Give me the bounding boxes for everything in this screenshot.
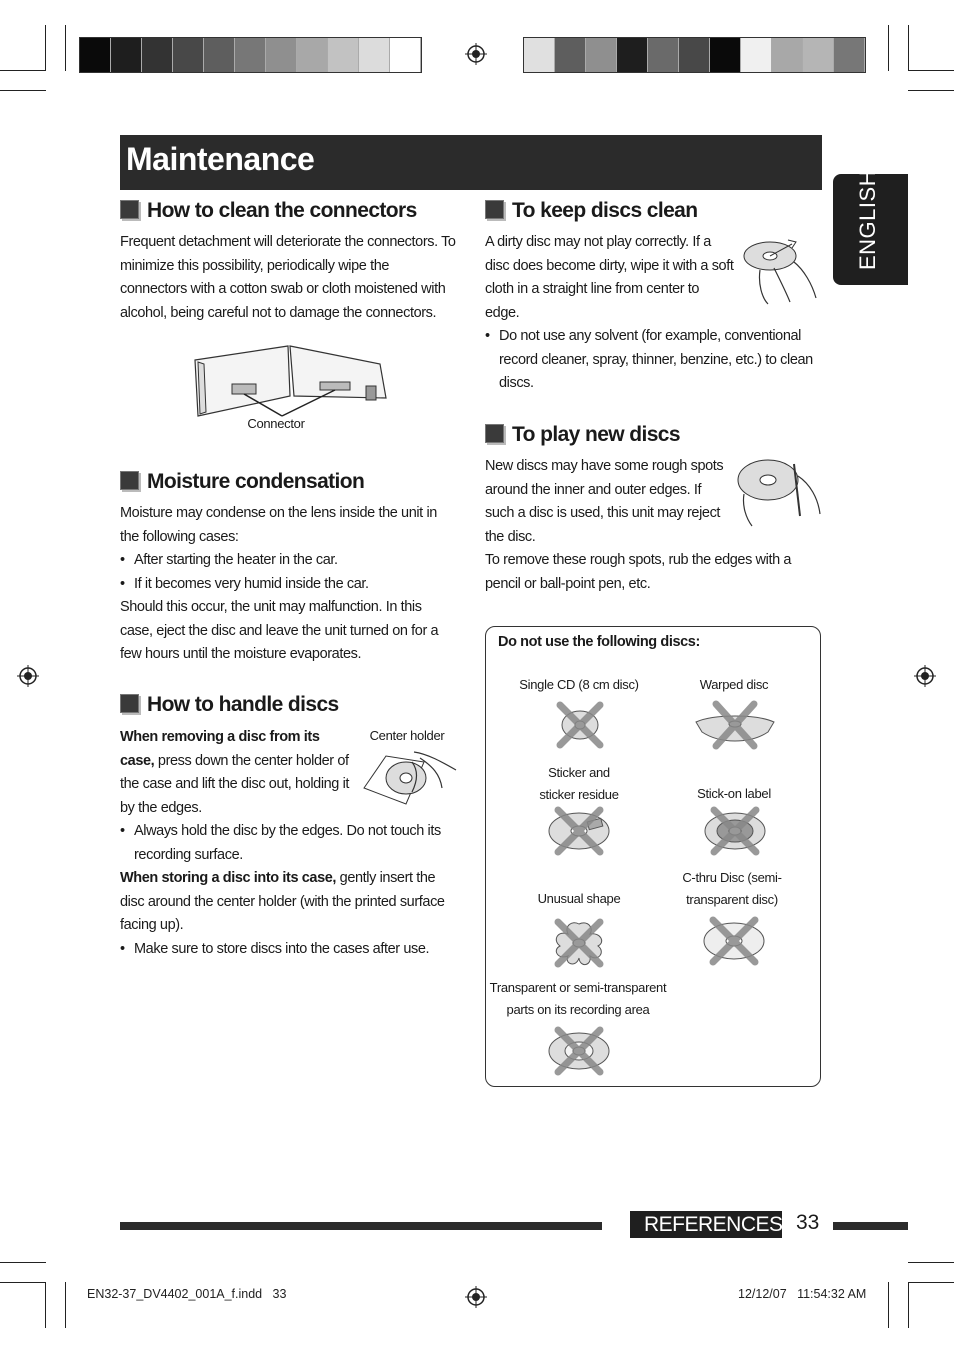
disc-type-label: Unusual shape <box>537 891 621 906</box>
crop-mark <box>65 25 66 71</box>
crop-mark <box>0 70 46 71</box>
square-bullet-icon <box>485 424 504 443</box>
crop-mark <box>0 1262 46 1263</box>
crop-mark <box>908 25 909 71</box>
square-bullet-icon <box>120 200 139 219</box>
new-discs-text-1: New discs may have some rough spots around the inner and outer edges. If such a disc is used, this unit may reject the disc. <box>485 458 724 545</box>
page-title-bar <box>120 135 822 190</box>
footer-rule-left <box>120 1222 602 1230</box>
registration-mark-icon <box>465 43 487 65</box>
disc-type-label: Single CD (8 cm disc) <box>519 677 639 692</box>
single-cd-crossed-icon <box>555 700 605 750</box>
clean-bullet-text <box>485 325 821 396</box>
crop-mark <box>888 1282 889 1328</box>
section-tab-references: REFERENCES <box>630 1211 782 1238</box>
crop-mark <box>908 1262 954 1263</box>
crop-mark <box>45 1282 46 1328</box>
disc-wiping-illustration <box>740 236 820 308</box>
new-discs-text-2: To remove these rough spots, rub the edges with a pencil or ball-point pen, etc. <box>485 552 792 592</box>
figure-caption-connector: Connector <box>247 416 305 431</box>
square-bullet-icon <box>485 200 504 219</box>
crop-mark <box>0 1282 46 1283</box>
section-heading-handle-discs: How to handle discs <box>120 693 339 717</box>
color-calibration-bar-right <box>523 37 866 73</box>
unit-connector-illustration <box>190 340 394 420</box>
square-bullet-icon <box>120 694 139 713</box>
crop-mark <box>908 70 954 71</box>
registration-mark-icon <box>914 665 936 687</box>
warped-disc-crossed-icon <box>694 700 776 750</box>
page-title: Maintenance <box>126 141 315 177</box>
disc-type-label: C-thru Disc (semi-transparent disc) <box>682 870 782 907</box>
handle-removing-text: When removing a disc from its case, press down the center holder of the case and lift the disc out, holding it by the edges. <box>120 729 350 816</box>
crop-mark <box>45 25 46 71</box>
page-number: 33 <box>796 1211 820 1234</box>
language-tab <box>833 169 908 285</box>
disc-type-label: Stick-on label <box>697 786 771 801</box>
stick-on-label-disc-crossed-icon <box>702 806 768 856</box>
square-bullet-icon <box>120 471 139 490</box>
disc-type-label: Sticker and sticker residue <box>539 765 619 802</box>
disc-type-label: Warped disc <box>699 677 769 692</box>
figure-caption-center-holder: Center holder <box>369 728 445 743</box>
section-heading-moisture: Moisture condensation <box>120 470 364 494</box>
file-slug: EN32-37_DV4402_001A_f.indd 33 <box>87 1287 287 1301</box>
disc-type-label: Transparent or semi-transparent parts on its recording area <box>489 980 667 1017</box>
crop-mark <box>908 1282 954 1283</box>
bullet-item: • Do not use any solvent (for example, conventional record cleaner, spray, thinner, benzine, etc.) to clean discs. <box>485 325 821 396</box>
crop-mark <box>888 25 889 71</box>
bullet-item: • After starting the heater in the car. <box>120 549 456 573</box>
print-timestamp: 12/12/07 11:54:32 AM <box>738 1287 867 1301</box>
disc-pencil-illustration <box>734 456 824 528</box>
crop-mark <box>908 90 954 91</box>
disc-case-hand-illustration <box>362 748 458 810</box>
clean-text: A dirty disc may not play correctly. If a disc does become dirty, wipe it with a soft cloth in a straight line from center to edge. <box>485 234 734 321</box>
do-not-use-title: Do not use the following discs: <box>498 634 700 650</box>
sticker-disc-crossed-icon <box>546 806 612 856</box>
moisture-text: Moisture may condense on the lens inside the unit in the following cases: • After starting the heater in the car. • If it becomes very humid inside the car. Should this occur, the unit may malfunction. In this case, eject the disc and leave the unit turned on for a few hours until the moisture evaporates. <box>120 502 456 667</box>
registration-mark-icon <box>17 665 39 687</box>
color-calibration-bar-left <box>79 37 422 73</box>
crop-mark <box>908 1282 909 1328</box>
section-heading-keep-clean: To keep discs clean <box>485 199 697 223</box>
section-heading-new-discs: To play new discs <box>485 423 680 447</box>
bullet-item: • Make sure to store discs into the cases after use. <box>120 938 456 962</box>
unusual-shape-disc-crossed-icon <box>550 918 608 968</box>
crop-mark <box>65 1282 66 1328</box>
bullet-item: • If it becomes very humid inside the car. <box>120 573 456 597</box>
footer-rule-right <box>833 1222 908 1230</box>
language-label: ENGLISH <box>855 169 880 270</box>
section-heading-connectors: How to clean the connectors <box>120 199 417 223</box>
transparent-parts-disc-crossed-icon <box>546 1026 612 1076</box>
connectors-text: Frequent detachment will deteriorate the connectors. To minimize this possibility, periodically wipe the connectors with a cotton swab or cloth moistened with alcohol, being careful not to damage the connectors. <box>120 234 456 321</box>
registration-mark-icon <box>465 1286 487 1308</box>
c-thru-disc-crossed-icon <box>701 916 767 966</box>
crop-mark <box>0 90 46 91</box>
handle-rest-text: • Always hold the disc by the edges. Do not touch its recording surface. When storing a disc into its case, gently insert the disc around the center holder (with the printed surface facing up). • Make sure to store discs into the cases after use. <box>120 820 456 961</box>
bullet-item: • Always hold the disc by the edges. Do not touch its recording surface. <box>120 820 456 867</box>
